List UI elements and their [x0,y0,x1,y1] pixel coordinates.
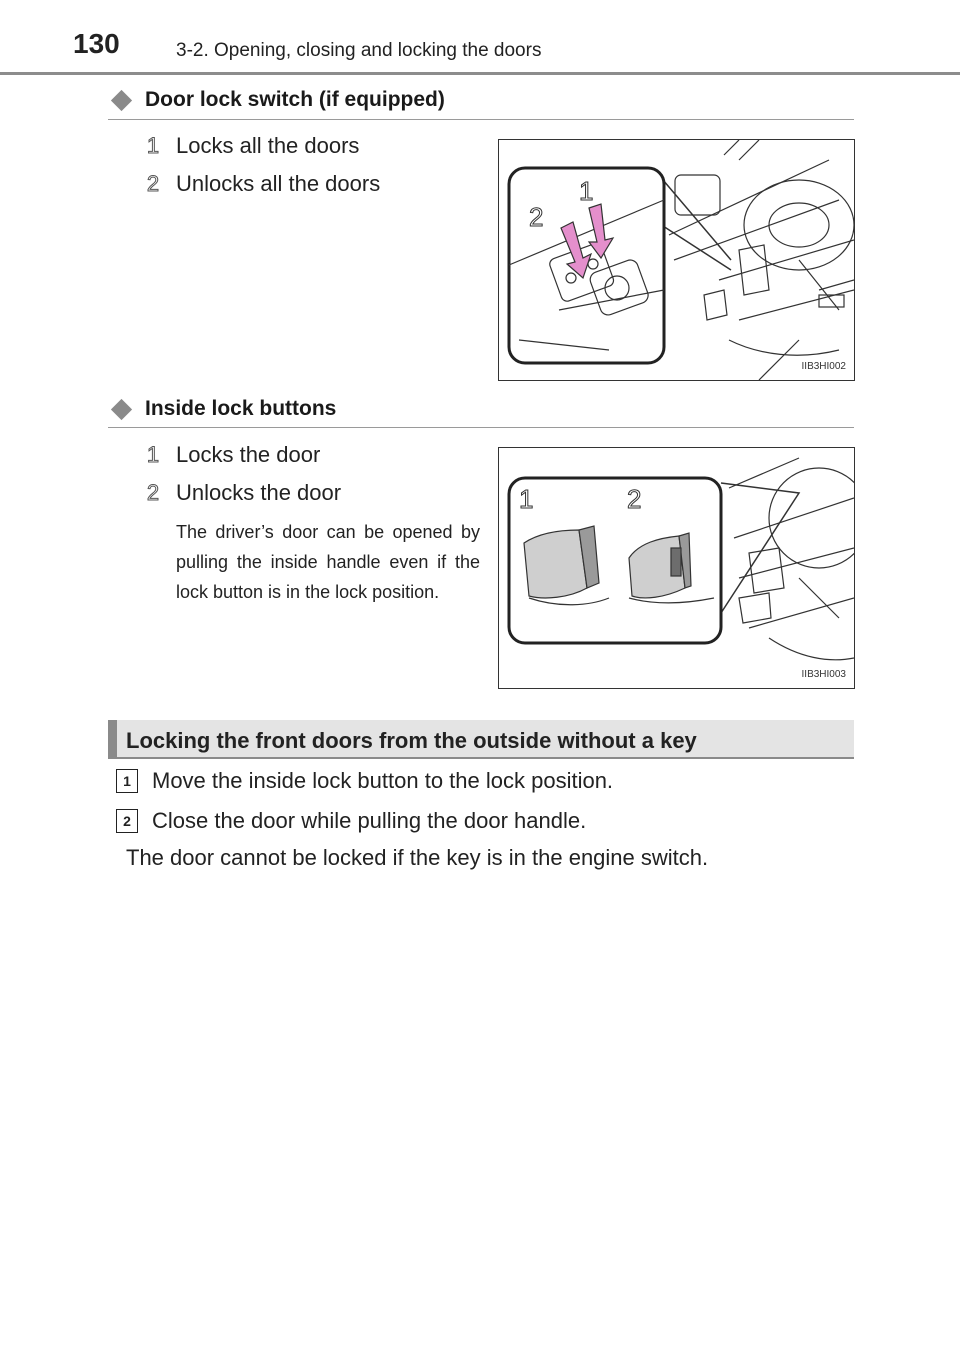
section-heading-inside-lock-buttons [108,397,336,421]
figure-code: IIB3HI002 [801,361,846,372]
section-heading-door-lock-switch [108,88,445,112]
list-item [140,442,320,468]
figure-code: IIB3HI003 [801,669,846,680]
item-text: Locks the door [176,442,321,467]
list-item [140,133,359,159]
page-number: 130 [73,28,120,59]
callout-1: 1 [579,176,594,206]
diamond-bullet-icon [111,89,132,110]
section-band-rule [108,757,854,759]
inside-lock-buttons-drawing [499,448,854,688]
step-item [116,808,586,834]
item-text: Locks all the doors [176,133,360,158]
section-rule [108,119,854,120]
step-text: Move the inside lock button to the lock position. [152,768,614,793]
section-heading-text: Inside lock buttons [145,397,337,420]
step-item [116,768,613,794]
section-rule [108,427,854,428]
item-number: 2 [146,171,160,196]
item-number: 1 [146,133,160,158]
callout-2: 2 [529,202,544,232]
illustration-door-lock-switch [498,139,855,381]
step-text: Close the door while pulling the door handle. [152,808,587,833]
header-rule [0,72,960,75]
item-text: Unlocks the door [176,480,342,505]
section-heading-locking-front-doors: Locking the front doors from the outside without a key [126,728,697,753]
item-text: Unlocks all the doors [176,171,381,196]
section-band-bar [108,720,117,758]
section-heading-text: Door lock switch (if equipped) [145,88,445,111]
item-number: 1 [146,442,160,467]
note-text: The driver’s door can be opened by pulling the inside handle even if the lock button is in the lock position. [176,522,480,602]
chapter-title: 3-2. Opening, closing and locking the doors [176,40,542,61]
item-number: 2 [146,480,160,505]
list-item [140,480,341,506]
followup-text: The door cannot be locked if the key is in the engine switch. [126,845,709,870]
callout-1: 1 [519,484,534,514]
list-item [140,171,380,197]
illustration-inside-lock-buttons [498,447,855,689]
step-number: 2 [116,809,138,833]
door-lock-switch-drawing [499,140,854,380]
diamond-bullet-icon [111,398,132,419]
step-number: 1 [116,769,138,793]
callout-2: 2 [627,484,642,514]
